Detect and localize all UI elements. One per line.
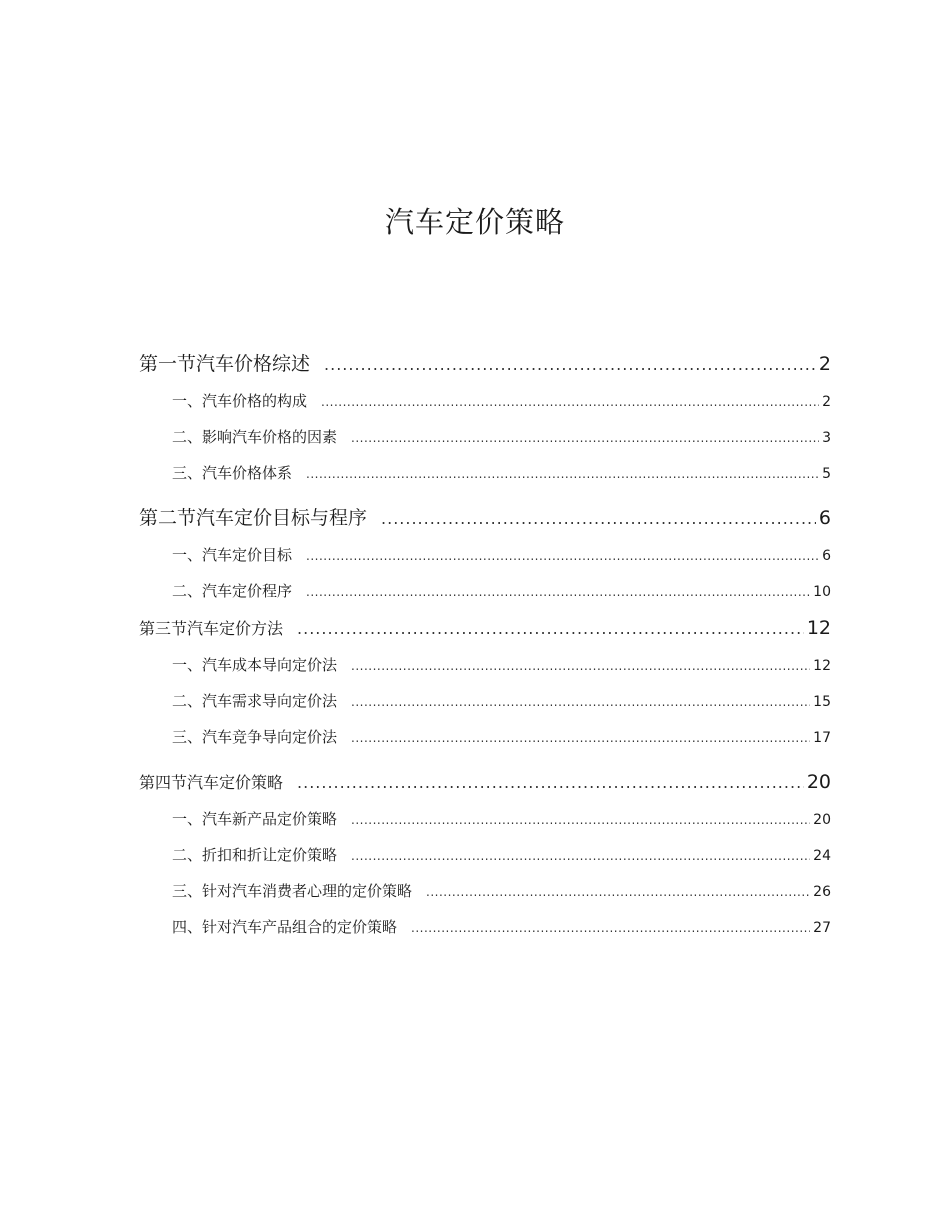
dot-leader	[351, 720, 810, 756]
toc-item[interactable]	[139, 837, 831, 873]
toc-item[interactable]	[139, 909, 831, 945]
toc-page-number: 15	[813, 694, 831, 710]
toc-section-1[interactable]	[139, 345, 831, 383]
dot-leader	[306, 538, 819, 574]
toc-item[interactable]	[139, 537, 831, 573]
dot-leader	[351, 838, 810, 874]
toc-item[interactable]	[139, 455, 831, 491]
toc-section-title: 第四节汽车定价策略	[139, 773, 284, 792]
toc-item-title: 一、汽车定价目标	[172, 546, 293, 564]
toc-page-number: 12	[813, 658, 831, 674]
toc-page-number: 5	[822, 466, 831, 482]
toc-section-title: 第三节汽车定价方法	[139, 619, 284, 638]
dot-leader	[306, 456, 819, 492]
document-title: 汽车定价策略	[384, 205, 565, 239]
toc-item[interactable]	[139, 573, 831, 609]
toc-item[interactable]	[139, 719, 831, 755]
dot-leader	[297, 610, 804, 648]
dot-leader	[426, 874, 810, 910]
dot-leader	[321, 384, 819, 420]
toc-item[interactable]	[139, 647, 831, 683]
dot-leader	[351, 420, 819, 456]
toc-item-title: 三、汽车价格体系	[172, 464, 293, 482]
toc-item-title: 二、折扣和折让定价策略	[172, 846, 338, 864]
dot-leader	[351, 802, 810, 838]
toc-item-title: 三、针对汽车消费者心理的定价策略	[172, 882, 413, 900]
toc-item[interactable]	[139, 419, 831, 455]
toc-page-number: 27	[813, 920, 831, 936]
toc-item[interactable]	[139, 383, 831, 419]
toc-item[interactable]	[139, 683, 831, 719]
toc-page-number: 2	[818, 353, 831, 375]
toc-section-4[interactable]	[139, 763, 831, 801]
toc-item-title: 三、汽车竞争导向定价法	[172, 728, 338, 746]
dot-leader	[381, 500, 816, 538]
table-of-contents	[139, 345, 831, 945]
dot-leader	[411, 910, 810, 946]
dot-leader	[297, 764, 804, 802]
toc-page-number: 24	[813, 848, 831, 864]
toc-page-number: 20	[813, 812, 831, 828]
toc-item-title: 一、汽车价格的构成	[172, 392, 308, 410]
toc-page-number: 10	[813, 584, 831, 600]
toc-page-number: 6	[818, 507, 831, 529]
toc-page-number: 2	[822, 394, 831, 410]
toc-item[interactable]	[139, 873, 831, 909]
dot-leader	[306, 574, 810, 610]
toc-item-title: 二、影响汽车价格的因素	[172, 428, 338, 446]
toc-section-title: 第一节汽车价格综述	[139, 353, 311, 375]
dot-leader	[351, 684, 810, 720]
toc-page-number: 6	[822, 548, 831, 564]
toc-item-title: 二、汽车定价程序	[172, 582, 293, 600]
dot-leader	[351, 648, 810, 684]
toc-item-title: 一、汽车新产品定价策略	[172, 810, 338, 828]
toc-item-title: 四、针对汽车产品组合的定价策略	[172, 918, 398, 936]
toc-section-title: 第二节汽车定价目标与程序	[139, 507, 368, 529]
toc-page-number: 26	[813, 884, 831, 900]
toc-page-number: 12	[806, 617, 831, 639]
toc-item-title: 二、汽车需求导向定价法	[172, 692, 338, 710]
toc-page-number: 17	[813, 730, 831, 746]
toc-section-2[interactable]	[139, 499, 831, 537]
toc-item-title: 一、汽车成本导向定价法	[172, 656, 338, 674]
toc-item[interactable]	[139, 801, 831, 837]
toc-page-number: 3	[822, 430, 831, 446]
toc-section-3[interactable]	[139, 609, 831, 647]
dot-leader	[324, 346, 816, 384]
toc-page-number: 20	[806, 771, 831, 793]
